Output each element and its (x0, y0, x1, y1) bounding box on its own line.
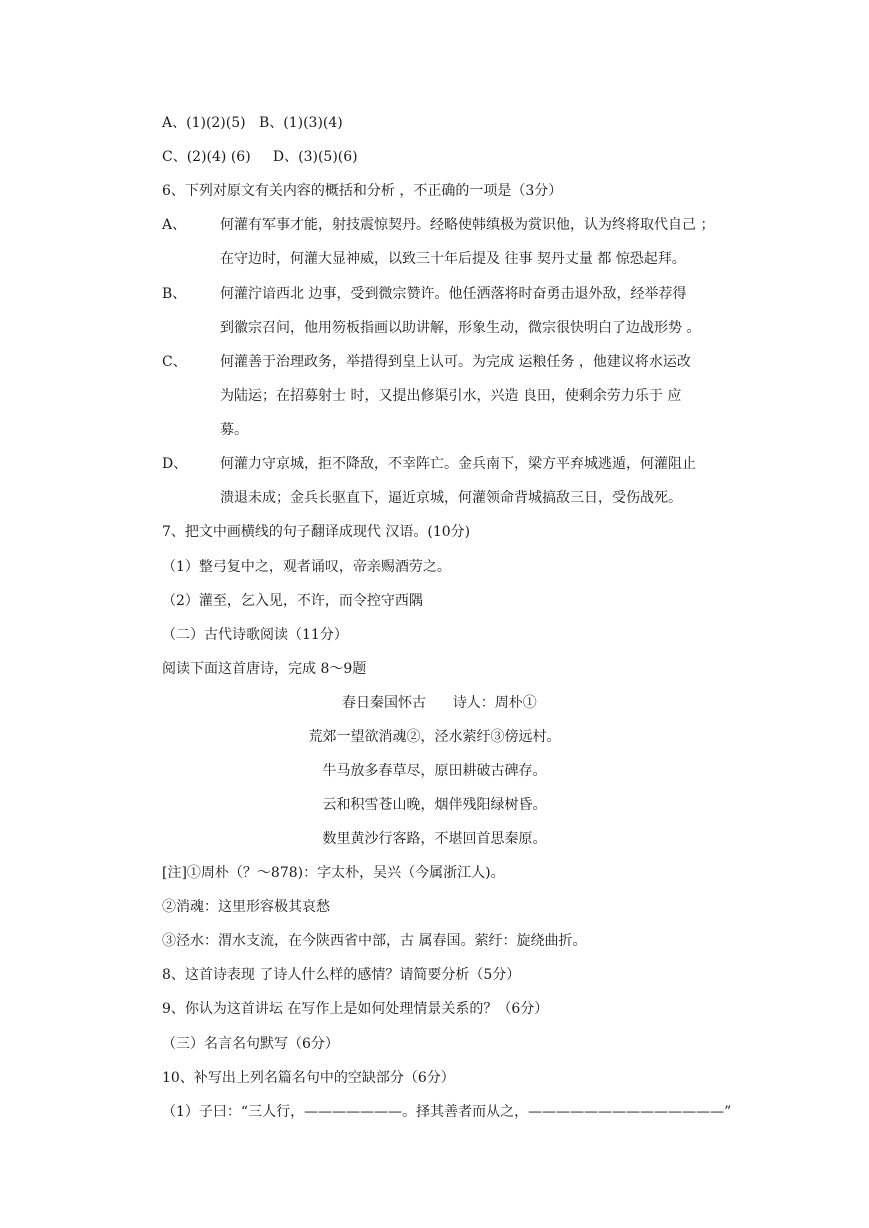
q6-option-d-line-2: 溃退未成；金兵长驱直下，逼近京城，何灌领命背城搞敌三日，受伤战死。 (220, 490, 682, 506)
poem-note-3: ③泾水：渭水支流，在今陕西省中部，古 属春国。萦纡：旋绕曲折。 (162, 933, 587, 949)
q6-option-d-line-1: 何灌力守京城，拒不降敌，不幸阵亡。金兵南下，梁方平弃城逃遁，何灌阻止 (220, 456, 696, 472)
q6-option-c-line-2: 为陆运；在招募射士 时，又提出修渠引水，兴造 良田，使剩余劳力乐于 应 (220, 388, 682, 404)
q6-option-a-line-1: 何灌有军事才能，射技震惊契丹。经略使韩缜极为赏识他，认为终将取代自己 ； (220, 217, 715, 233)
poem-title: 春日秦国怀古 诗人：周朴① (342, 695, 537, 711)
poem-line-2: 牛马放多春草尽，原田耕破古碑存。 (322, 763, 547, 779)
section-3-heading: （三）名言名句默写（6分） (162, 1036, 339, 1052)
poem-note-2: ②消魂：这里形容极其哀愁 (162, 899, 330, 915)
section-2-intro: 阅读下面这首唐诗，完成 8～9题 (162, 661, 367, 677)
q6-option-c-line-3: 募。 (220, 422, 248, 438)
poem-note-1: [注]①周朴（？～878)：字太朴，吴兴（今属浙江人)。 (162, 865, 505, 881)
q6-option-b-line-1: 何灌泞谙西北 边事，受到微宗赞许。他任洒落将时奋勇击退外敌，经举荐得 (220, 286, 687, 302)
question-10: 10、补写出上列名篇名句中的空缺部分（6分） (162, 1070, 455, 1086)
poem-line-1: 荒郊一望欲消魂②，泾水萦纡③傍远村。 (308, 729, 561, 745)
answer-options-row-2: C、(2)(4) (6) D、(3)(5)(6) (162, 149, 358, 165)
q6-option-d-letter: D、 (162, 456, 188, 472)
question-7-item-1: （1）整弓复中之，观者诵叹，帝亲赐酒劳之。 (162, 559, 451, 575)
section-2-heading: （二）古代诗歌阅读（11分） (162, 627, 348, 643)
question-6-stem: 6、下列对原文有关内容的概括和分析 ，不正确的一项是（3分） (162, 183, 563, 199)
question-7-item-2: （2）灌至，乞入见，不许，而令控守西隅 (162, 593, 423, 609)
q6-option-c-letter: C、 (162, 354, 187, 370)
question-10-item-1: （1）子曰：“三人行，———————。择其善者而从之，——————————————” (162, 1104, 732, 1120)
q6-option-a-line-2: 在守边时，何灌大显神威，以致三十年后提及 往事 契丹丈量 都 惊恐起拜。 (220, 251, 686, 267)
q6-option-c-line-1: 何灌善于治理政务，举措得到皇上认可。为完成 运粮任务 ，他建议将水运改 (220, 354, 691, 370)
answer-options-row-1: A、(1)(2)(5) B、(1)(3)(4) (162, 115, 343, 131)
question-8: 8、这首诗表现 了诗人什么样的感情？请简要分析（5分） (162, 967, 521, 983)
poem-line-4: 数里黄沙行客路，不堪回首思秦原。 (322, 831, 547, 847)
q6-option-b-line-2: 到徽宗召问，他用笏板指画以助讲解，形象生动，微宗很快明白了边战形势 。 (220, 320, 701, 336)
q6-option-a-letter: A、 (162, 217, 187, 233)
q6-option-b-letter: B、 (162, 286, 187, 302)
question-7-stem: 7、把文中画横线的句子翻译成现代 汉语。(10分) (162, 524, 471, 540)
poem-line-3: 云和积雪苍山晚，烟伴残阳绿树昏。 (322, 797, 547, 813)
question-9: 9、你认为这首讲坛 在写作上是如何处理情景关系的？（6分） (162, 1001, 549, 1017)
